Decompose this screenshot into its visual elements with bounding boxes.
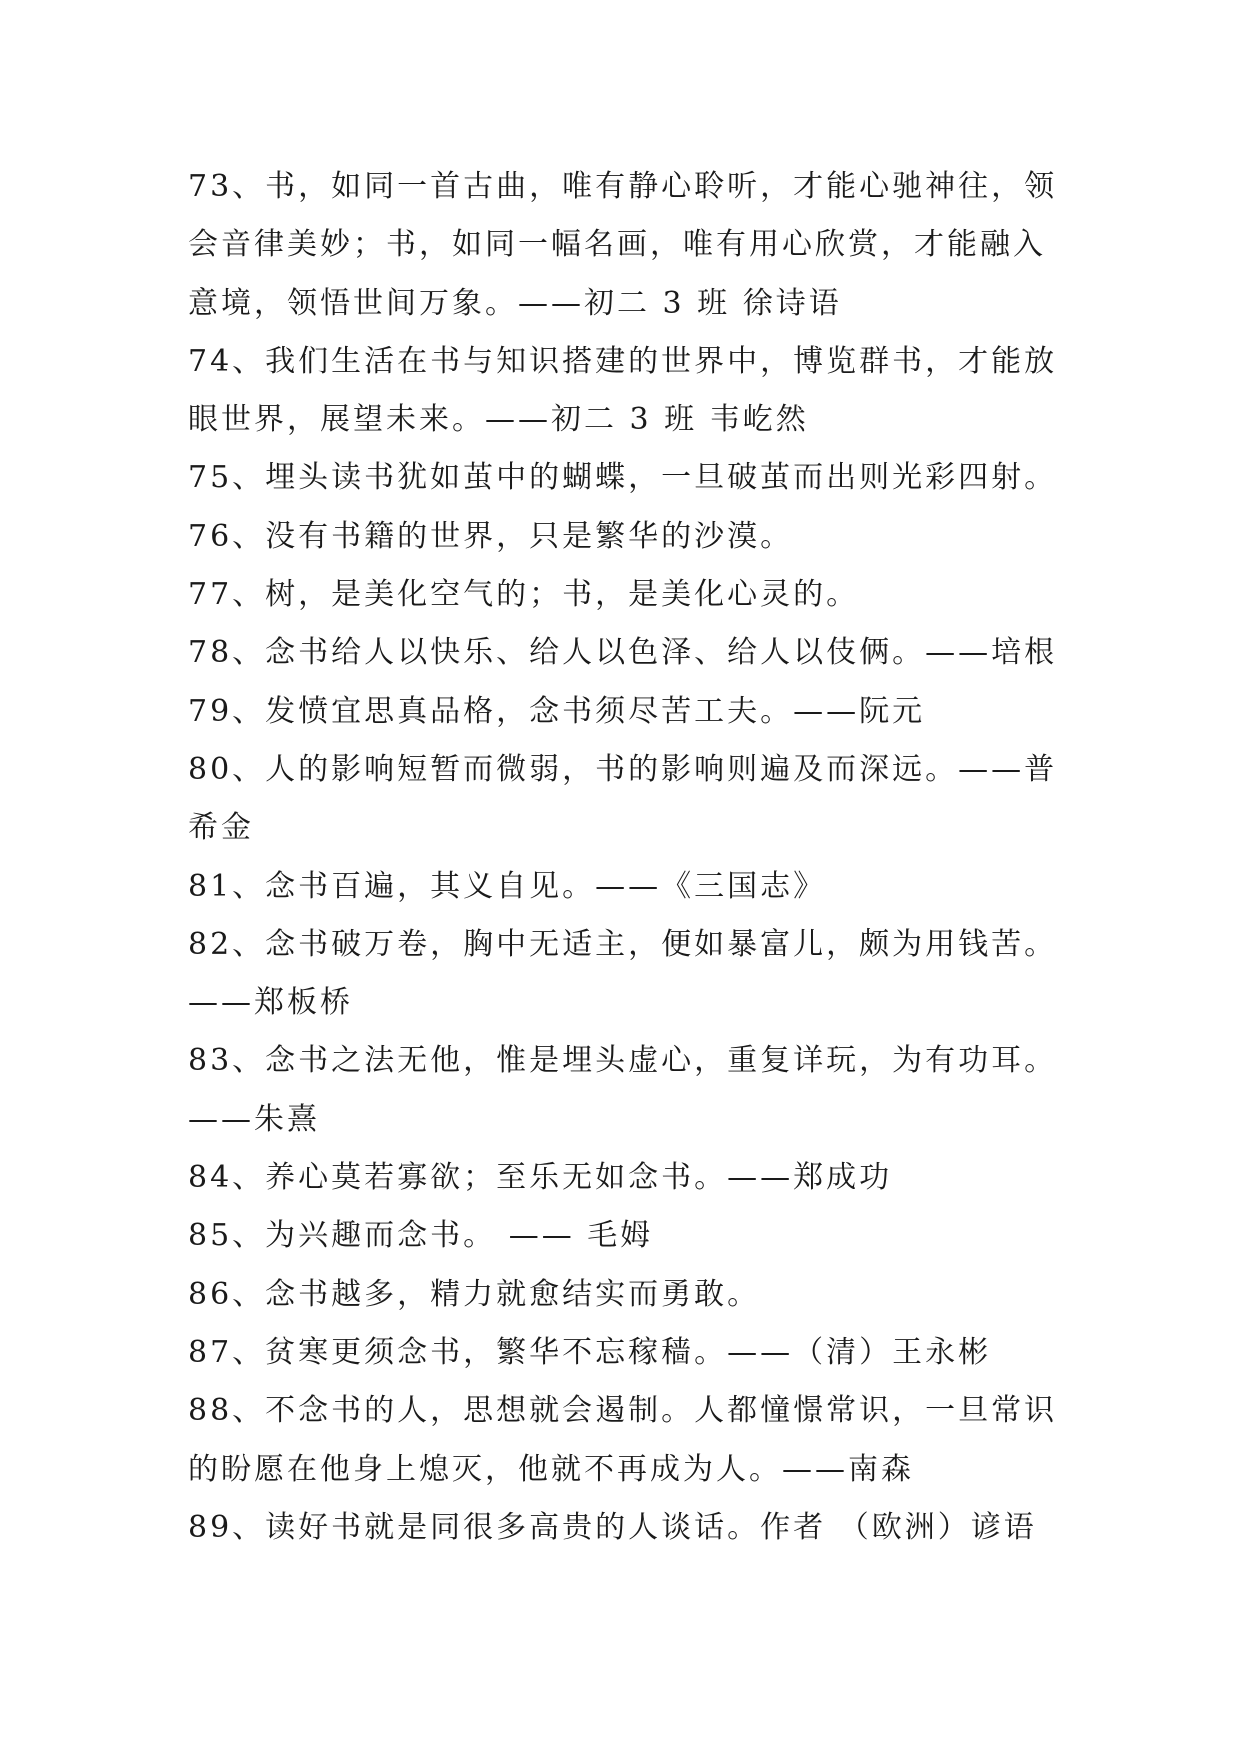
text-line: 80、人的影响短暂而微弱，书的影响则遍及而深远。——普 bbox=[188, 751, 1058, 787]
text-line: 73、书，如同一首古曲，唯有静心聆听，才能心驰神往，领 bbox=[188, 169, 1058, 204]
text-line: 会音律美妙；书，如同一幅名画，唯有用心欣赏，才能融入 bbox=[188, 227, 1046, 263]
text-line: 78、念书给人以快乐、给人以色泽、给人以伎俩。——培根 bbox=[188, 635, 1058, 671]
text-line: 85、为兴趣而念书。 —— 毛姆 bbox=[188, 1218, 654, 1254]
text-line: 眼世界，展望未来。——初二 3 班 韦屹然 bbox=[188, 402, 809, 438]
document-body bbox=[188, 158, 1068, 1557]
text-line: 79、发愤宜思真品格，念书须尽苦工夫。——阮元 bbox=[188, 693, 926, 729]
text-line: ——朱熹 bbox=[188, 1101, 320, 1137]
text-line: 81、念书百遍，其义自见。——《三国志》 bbox=[188, 868, 827, 904]
text-line: 74、我们生活在书与知识搭建的世界中，博览群书，才能放 bbox=[188, 343, 1058, 379]
text-line: 82、念书破万卷，胸中无适主，便如暴富儿，颇为用钱苦。 bbox=[188, 926, 1058, 962]
text-line: 89、读好书就是同很多高贵的人谈话。作者 （欧洲）谚语 bbox=[188, 1509, 1037, 1545]
text-line: 希金 bbox=[188, 810, 254, 846]
text-line: 76、没有书籍的世界，只是繁华的沙漠。 bbox=[188, 518, 794, 554]
text-line: 75、埋头读书犹如茧中的蝴蝶，一旦破茧而出则光彩四射。 bbox=[188, 460, 1058, 496]
text-line: 86、念书越多，精力就愈结实而勇敢。 bbox=[188, 1276, 761, 1312]
text-line: 84、养心莫若寡欲；至乐无如念书。——郑成功 bbox=[188, 1160, 893, 1196]
text-line: 88、不念书的人，思想就会遏制。人都憧憬常识，一旦常识 bbox=[188, 1393, 1058, 1429]
text-line: 87、贫寒更须念书，繁华不忘稼穑。——（清）王永彬 bbox=[188, 1334, 992, 1370]
text-line: ——郑板桥 bbox=[188, 985, 353, 1021]
text-line: 83、念书之法无他，惟是埋头虚心，重复详玩，为有功耳。 bbox=[188, 1043, 1058, 1079]
text-line: 意境，领悟世间万象。——初二 3 班 徐诗语 bbox=[188, 285, 842, 321]
text-line: 77、树，是美化空气的；书，是美化心灵的。 bbox=[188, 577, 860, 613]
text-line: 的盼愿在他身上熄灭，他就不再成为人。——南森 bbox=[188, 1451, 914, 1487]
